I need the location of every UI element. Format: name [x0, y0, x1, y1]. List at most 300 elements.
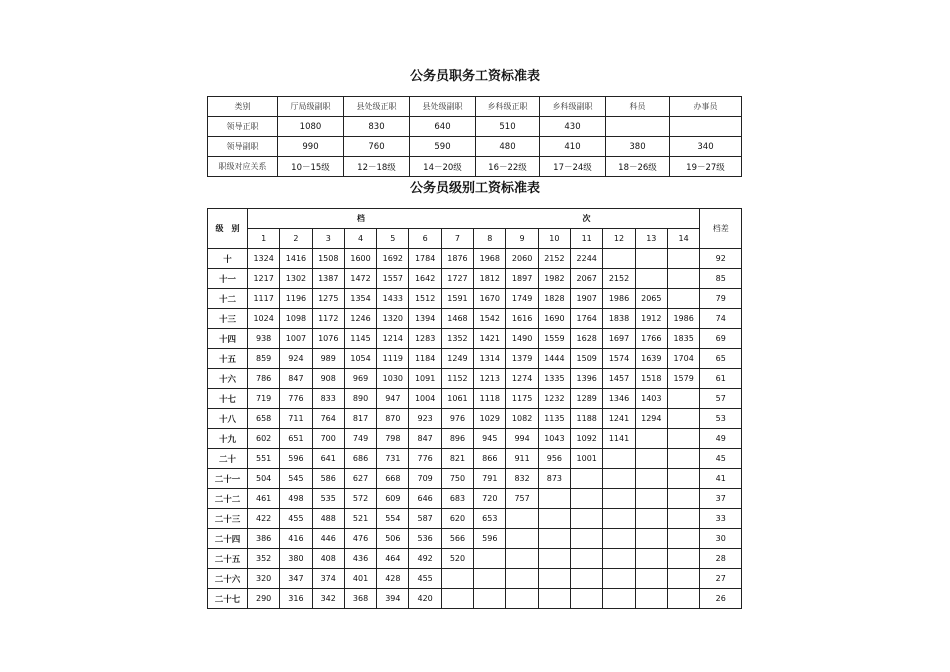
wage-cell [441, 589, 473, 609]
wage-cell: 873 [538, 469, 570, 489]
wage-cell: 342 [312, 589, 344, 609]
wage-cell: 1275 [312, 289, 344, 309]
duty-cell [670, 117, 742, 137]
wage-cell [603, 449, 635, 469]
grade-row [208, 269, 742, 289]
grade-label: 二十三 [208, 509, 248, 529]
wage-cell: 956 [538, 449, 570, 469]
wage-cell: 938 [248, 329, 280, 349]
wage-cell [603, 529, 635, 549]
wage-cell [667, 269, 699, 289]
wage-cell: 1396 [571, 369, 603, 389]
wage-cell: 428 [377, 569, 409, 589]
grade-row [208, 329, 742, 349]
diff-cell: 69 [700, 329, 742, 349]
wage-cell: 1784 [409, 249, 441, 269]
grade-row [208, 549, 742, 569]
diff-cell: 27 [700, 569, 742, 589]
duty-table-title: 公务员职务工资标准表 [409, 69, 540, 84]
wage-cell: 870 [377, 409, 409, 429]
wage-cell: 989 [312, 349, 344, 369]
duty-header-cell: 县处级正职 [344, 97, 410, 117]
wage-cell: 1642 [409, 269, 441, 289]
wage-cell: 750 [441, 469, 473, 489]
wage-cell: 1468 [441, 309, 473, 329]
grade-row [208, 389, 742, 409]
wage-cell [474, 589, 506, 609]
wage-cell: 1557 [377, 269, 409, 289]
diff-cell: 49 [700, 429, 742, 449]
wage-cell: 1704 [667, 349, 699, 369]
grade-wage-table [207, 208, 742, 609]
diff-header: 档差 [700, 209, 742, 249]
step-number: 13 [635, 229, 667, 249]
wage-cell: 1184 [409, 349, 441, 369]
wage-cell [538, 549, 570, 569]
step-number: 8 [474, 229, 506, 249]
wage-cell: 1135 [538, 409, 570, 429]
duty-cell: 510 [476, 117, 540, 137]
wage-cell: 1213 [474, 369, 506, 389]
grade-row [208, 529, 742, 549]
wage-cell: 1670 [474, 289, 506, 309]
grade-label: 十二 [208, 289, 248, 309]
wage-cell: 1444 [538, 349, 570, 369]
wage-cell [474, 549, 506, 569]
wage-cell: 1354 [344, 289, 376, 309]
wage-cell: 2065 [635, 289, 667, 309]
wage-cell: 1274 [506, 369, 538, 389]
wage-cell [603, 589, 635, 609]
wage-cell [571, 549, 603, 569]
wage-cell: 1982 [538, 269, 570, 289]
wage-cell: 866 [474, 449, 506, 469]
wage-cell: 380 [280, 549, 312, 569]
wage-cell [603, 469, 635, 489]
wage-cell: 1876 [441, 249, 473, 269]
grade-label: 十六 [208, 369, 248, 389]
wage-cell: 1082 [506, 409, 538, 429]
wage-cell [635, 549, 667, 569]
duty-row-label: 职级对应关系 [208, 157, 278, 177]
wage-cell [571, 589, 603, 609]
wage-cell: 1001 [571, 449, 603, 469]
wage-cell: 1835 [667, 329, 699, 349]
wage-cell [571, 489, 603, 509]
wage-cell [635, 529, 667, 549]
wage-cell: 545 [280, 469, 312, 489]
dang-header: 档 [248, 209, 474, 229]
wage-cell: 1289 [571, 389, 603, 409]
diff-cell: 30 [700, 529, 742, 549]
wage-cell: 1007 [280, 329, 312, 349]
wage-cell: 520 [441, 549, 473, 569]
wage-cell: 1907 [571, 289, 603, 309]
grade-table-title: 公务员级别工资标准表 [409, 181, 540, 196]
wage-cell: 521 [344, 509, 376, 529]
wage-cell: 1490 [506, 329, 538, 349]
wage-cell: 401 [344, 569, 376, 589]
wage-cell [538, 589, 570, 609]
wage-cell: 646 [409, 489, 441, 509]
wage-cell: 602 [248, 429, 280, 449]
wage-cell: 455 [280, 509, 312, 529]
wage-cell: 2060 [506, 249, 538, 269]
wage-cell: 1628 [571, 329, 603, 349]
wage-cell: 2152 [603, 269, 635, 289]
wage-cell: 368 [344, 589, 376, 609]
wage-cell: 653 [474, 509, 506, 529]
wage-cell: 833 [312, 389, 344, 409]
step-number: 3 [312, 229, 344, 249]
grade-row [208, 249, 742, 269]
grade-label: 二十二 [208, 489, 248, 509]
wage-cell: 911 [506, 449, 538, 469]
wage-cell: 859 [248, 349, 280, 369]
wage-cell: 2244 [571, 249, 603, 269]
wage-cell: 2152 [538, 249, 570, 269]
wage-cell: 1294 [635, 409, 667, 429]
diff-cell: 92 [700, 249, 742, 269]
duty-cell: 19－27级 [670, 157, 742, 177]
step-number: 10 [538, 229, 570, 249]
wage-cell: 749 [344, 429, 376, 449]
wage-cell: 504 [248, 469, 280, 489]
wage-cell [538, 529, 570, 549]
wage-cell: 1188 [571, 409, 603, 429]
wage-cell: 969 [344, 369, 376, 389]
duty-cell [606, 117, 670, 137]
wage-cell: 1897 [506, 269, 538, 289]
step-number: 12 [603, 229, 635, 249]
wage-cell: 1246 [344, 309, 376, 329]
wage-cell [667, 509, 699, 529]
wage-cell: 1986 [667, 309, 699, 329]
wage-cell [635, 589, 667, 609]
step-header-row [208, 229, 742, 249]
wage-cell: 1766 [635, 329, 667, 349]
wage-cell: 436 [344, 549, 376, 569]
wage-cell [667, 469, 699, 489]
step-number: 6 [409, 229, 441, 249]
wage-cell: 1141 [603, 429, 635, 449]
step-number: 5 [377, 229, 409, 249]
wage-cell: 422 [248, 509, 280, 529]
wage-cell: 1692 [377, 249, 409, 269]
wage-cell: 798 [377, 429, 409, 449]
grade-row [208, 409, 742, 429]
wage-cell [571, 529, 603, 549]
diff-cell: 65 [700, 349, 742, 369]
duty-row-label: 领导副职 [208, 137, 278, 157]
duty-cell: 12－18级 [344, 157, 410, 177]
duty-cell: 990 [278, 137, 344, 157]
wage-cell: 1457 [603, 369, 635, 389]
grade-label: 二十 [208, 449, 248, 469]
duty-cell: 16－22级 [476, 157, 540, 177]
wage-cell: 1812 [474, 269, 506, 289]
grade-row [208, 429, 742, 449]
grade-label: 十七 [208, 389, 248, 409]
grade-label: 十九 [208, 429, 248, 449]
wage-cell: 488 [312, 509, 344, 529]
wage-cell: 1764 [571, 309, 603, 329]
wage-cell: 890 [344, 389, 376, 409]
wage-cell: 947 [377, 389, 409, 409]
wage-cell: 1324 [248, 249, 280, 269]
wage-cell: 1387 [312, 269, 344, 289]
wage-cell: 719 [248, 389, 280, 409]
step-number: 1 [248, 229, 280, 249]
wage-cell: 1394 [409, 309, 441, 329]
wage-cell: 1061 [441, 389, 473, 409]
wage-cell [506, 589, 538, 609]
wage-cell: 620 [441, 509, 473, 529]
wage-cell: 757 [506, 489, 538, 509]
duty-header-cell: 科员 [606, 97, 670, 117]
wage-cell: 1024 [248, 309, 280, 329]
duty-header-row [208, 97, 742, 117]
wage-cell: 686 [344, 449, 376, 469]
wage-cell: 1320 [377, 309, 409, 329]
wage-cell: 587 [409, 509, 441, 529]
wage-cell: 1214 [377, 329, 409, 349]
step-number: 4 [344, 229, 376, 249]
wage-cell [667, 529, 699, 549]
wage-cell: 1559 [538, 329, 570, 349]
grade-label: 十一 [208, 269, 248, 289]
wage-cell: 731 [377, 449, 409, 469]
wage-cell [506, 549, 538, 569]
wage-cell [506, 569, 538, 589]
wage-cell: 1416 [280, 249, 312, 269]
wage-cell: 596 [280, 449, 312, 469]
wage-cell: 476 [344, 529, 376, 549]
duty-cell: 340 [670, 137, 742, 157]
grade-label: 二十六 [208, 569, 248, 589]
wage-cell [667, 489, 699, 509]
wage-cell: 1241 [603, 409, 635, 429]
wage-cell: 374 [312, 569, 344, 589]
diff-cell: 45 [700, 449, 742, 469]
wage-cell: 1912 [635, 309, 667, 329]
wage-cell: 1196 [280, 289, 312, 309]
wage-cell: 976 [441, 409, 473, 429]
wage-cell: 455 [409, 569, 441, 589]
wage-cell: 416 [280, 529, 312, 549]
wage-cell: 1249 [441, 349, 473, 369]
duty-header-cell: 办事员 [670, 97, 742, 117]
wage-cell [571, 509, 603, 529]
duty-header-cell: 厅局级副职 [278, 97, 344, 117]
wage-cell: 651 [280, 429, 312, 449]
wage-cell: 1518 [635, 369, 667, 389]
duty-cell: 590 [410, 137, 476, 157]
duty-cell: 10－15级 [278, 157, 344, 177]
wage-cell: 1574 [603, 349, 635, 369]
wage-cell [635, 489, 667, 509]
wage-cell: 1838 [603, 309, 635, 329]
wage-cell: 572 [344, 489, 376, 509]
grade-label: 二十一 [208, 469, 248, 489]
wage-cell: 464 [377, 549, 409, 569]
wage-cell: 596 [474, 529, 506, 549]
wage-cell: 683 [441, 489, 473, 509]
duty-cell: 18－26级 [606, 157, 670, 177]
grade-row [208, 509, 742, 529]
wage-cell: 1175 [506, 389, 538, 409]
wage-cell [635, 509, 667, 529]
wage-cell: 776 [280, 389, 312, 409]
grade-row-header: 级 别 [208, 209, 248, 249]
grade-row [208, 589, 742, 609]
wage-cell: 1403 [635, 389, 667, 409]
wage-cell [571, 569, 603, 589]
wage-cell: 1352 [441, 329, 473, 349]
wage-cell: 551 [248, 449, 280, 469]
wage-cell: 817 [344, 409, 376, 429]
step-number: 11 [571, 229, 603, 249]
diff-cell: 41 [700, 469, 742, 489]
wage-cell: 554 [377, 509, 409, 529]
wage-cell: 316 [280, 589, 312, 609]
wage-cell: 1542 [474, 309, 506, 329]
wage-cell: 923 [409, 409, 441, 429]
step-number: 14 [667, 229, 699, 249]
duty-cell: 17－24级 [540, 157, 606, 177]
wage-cell: 609 [377, 489, 409, 509]
wage-cell: 1029 [474, 409, 506, 429]
wage-cell: 1030 [377, 369, 409, 389]
grade-row [208, 289, 742, 309]
wage-cell: 1600 [344, 249, 376, 269]
duty-row [208, 117, 742, 137]
wage-cell: 847 [280, 369, 312, 389]
wage-cell [571, 469, 603, 489]
wage-cell: 535 [312, 489, 344, 509]
wage-cell [635, 269, 667, 289]
grade-row [208, 569, 742, 589]
wage-cell: 492 [409, 549, 441, 569]
wage-cell [667, 249, 699, 269]
duty-cell: 430 [540, 117, 606, 137]
wage-cell [635, 469, 667, 489]
wage-cell: 1172 [312, 309, 344, 329]
wage-cell [603, 509, 635, 529]
wage-cell: 1118 [474, 389, 506, 409]
wage-cell: 1314 [474, 349, 506, 369]
duty-header-cell: 类别 [208, 97, 278, 117]
wage-cell: 896 [441, 429, 473, 449]
wage-cell: 1591 [441, 289, 473, 309]
wage-cell: 1335 [538, 369, 570, 389]
grade-label: 二十四 [208, 529, 248, 549]
wage-cell [538, 509, 570, 529]
wage-cell: 641 [312, 449, 344, 469]
wage-cell [603, 569, 635, 589]
duty-cell: 830 [344, 117, 410, 137]
wage-cell [635, 429, 667, 449]
duty-row [208, 157, 742, 177]
grade-row [208, 309, 742, 329]
grade-row [208, 449, 742, 469]
grade-label: 十四 [208, 329, 248, 349]
wage-cell: 506 [377, 529, 409, 549]
diff-cell: 37 [700, 489, 742, 509]
wage-cell [441, 569, 473, 589]
wage-cell: 1232 [538, 389, 570, 409]
wage-cell: 1472 [344, 269, 376, 289]
wage-cell: 711 [280, 409, 312, 429]
wage-cell: 1043 [538, 429, 570, 449]
wage-cell: 420 [409, 589, 441, 609]
wage-cell: 764 [312, 409, 344, 429]
diff-cell: 79 [700, 289, 742, 309]
wage-cell: 994 [506, 429, 538, 449]
duty-header-cell: 乡科级正职 [476, 97, 540, 117]
wage-cell: 1119 [377, 349, 409, 369]
wage-cell [506, 509, 538, 529]
wage-cell: 945 [474, 429, 506, 449]
wage-cell: 1092 [571, 429, 603, 449]
wage-cell: 832 [506, 469, 538, 489]
wage-cell [635, 249, 667, 269]
duty-cell: 14－20级 [410, 157, 476, 177]
wage-cell: 1512 [409, 289, 441, 309]
duty-row [208, 137, 742, 157]
wage-cell [635, 569, 667, 589]
wage-cell: 290 [248, 589, 280, 609]
duty-header-cell: 乡科级副职 [540, 97, 606, 117]
wage-cell: 847 [409, 429, 441, 449]
grade-label: 二十七 [208, 589, 248, 609]
wage-cell [538, 489, 570, 509]
grade-header-row [208, 209, 742, 229]
wage-cell: 700 [312, 429, 344, 449]
wage-cell: 320 [248, 569, 280, 589]
wage-cell [538, 569, 570, 589]
wage-cell: 394 [377, 589, 409, 609]
wage-cell [667, 289, 699, 309]
diff-cell: 61 [700, 369, 742, 389]
duty-cell: 480 [476, 137, 540, 157]
wage-cell [603, 489, 635, 509]
wage-cell: 1076 [312, 329, 344, 349]
duty-row-label: 领导正职 [208, 117, 278, 137]
wage-cell: 821 [441, 449, 473, 469]
grade-label: 十三 [208, 309, 248, 329]
step-number: 7 [441, 229, 473, 249]
wage-cell [603, 549, 635, 569]
wage-cell: 461 [248, 489, 280, 509]
wage-cell [635, 449, 667, 469]
wage-cell: 1579 [667, 369, 699, 389]
diff-cell: 28 [700, 549, 742, 569]
grade-label: 十五 [208, 349, 248, 369]
wage-cell: 908 [312, 369, 344, 389]
wage-cell [667, 429, 699, 449]
wage-cell: 1828 [538, 289, 570, 309]
wage-cell: 1727 [441, 269, 473, 289]
grade-row [208, 349, 742, 369]
wage-cell: 1302 [280, 269, 312, 289]
duty-header-cell: 县处级副职 [410, 97, 476, 117]
wage-cell: 1117 [248, 289, 280, 309]
diff-cell: 85 [700, 269, 742, 289]
wage-cell: 627 [344, 469, 376, 489]
wage-cell: 586 [312, 469, 344, 489]
wage-cell: 720 [474, 489, 506, 509]
